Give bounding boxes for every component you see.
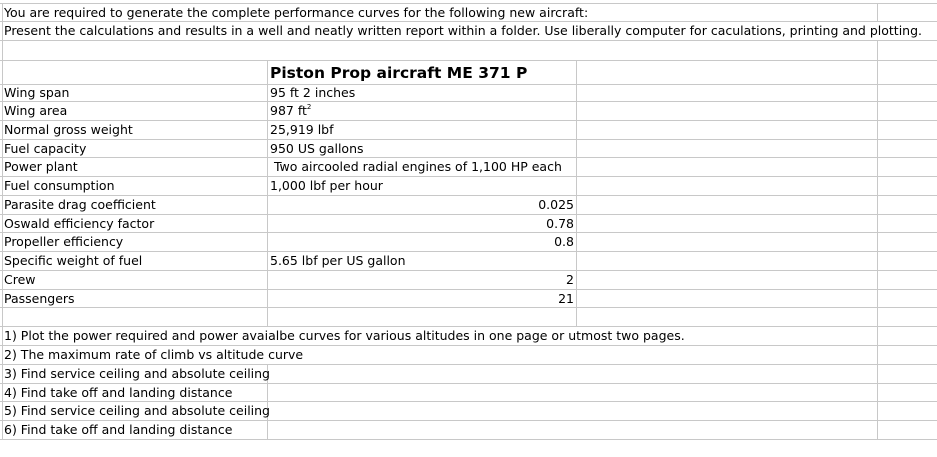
spec-value-wing-area-exponent: 2: [306, 103, 312, 111]
task-item-5: 5) Find service ceiling and absolute ceiling: [4, 403, 270, 418]
intro-line-2: Present the calculations and results in a well and neatly written report within a folder. Use liberally computer for caculations, printing and plotting.: [4, 23, 923, 38]
spec-label-propeller-efficiency: Propeller efficiency: [4, 234, 124, 249]
grid-column-line: [576, 60, 577, 326]
spec-label-oswald-efficiency: Oswald efficiency factor: [4, 216, 155, 231]
spec-value-wing-span: 95 ft 2 inches: [270, 85, 356, 100]
spec-number-propeller-efficiency: 0.8: [554, 234, 574, 249]
grid-column-line: [877, 40, 878, 439]
task-item-6: 6) Find take off and landing distance: [4, 422, 233, 437]
grid-line: [0, 439, 937, 440]
grid-line: [0, 120, 937, 121]
grid-line: [0, 84, 937, 85]
spec-label-wing-area: Wing area: [4, 103, 68, 118]
spec-label-parasite-drag: Parasite drag coefficient: [4, 197, 156, 212]
spec-number-crew: 2: [566, 272, 574, 287]
grid-line: [0, 139, 937, 140]
spec-value-specific-weight-fuel: 5.65 lbf per US gallon: [270, 253, 406, 268]
task-item-3: 3) Find service ceiling and absolute ceiling: [4, 366, 270, 381]
grid-column-line: [877, 3, 878, 21]
spec-value-power-plant: Two aircooled radial engines of 1,100 HP each: [270, 159, 562, 174]
spec-label-fuel-capacity: Fuel capacity: [4, 141, 87, 156]
spec-number-passengers: 21: [558, 291, 574, 306]
task-item-4: 4) Find take off and landing distance: [4, 385, 233, 400]
task-item-1: 1) Plot the power required and power avaialbe curves for various altitudes in one page or utmost two pages.: [4, 328, 685, 343]
spec-label-specific-weight-fuel: Specific weight of fuel: [4, 253, 143, 268]
grid-column-line: [2, 3, 3, 439]
spec-label-power-plant: Power plant: [4, 159, 78, 174]
spec-value-fuel-consumption: 1,000 lbf per hour: [270, 178, 383, 193]
spec-label-wing-span: Wing span: [4, 85, 70, 100]
spec-value-wing-area-text: 987 ft: [270, 103, 307, 118]
grid-line: [0, 101, 937, 102]
spec-label-normal-gross-weight: Normal gross weight: [4, 122, 133, 137]
spec-number-oswald-efficiency: 0.78: [546, 216, 574, 231]
grid-line: [0, 176, 937, 177]
spec-value-normal-gross-weight: 25,919 lbf: [270, 122, 334, 137]
spec-label-fuel-consumption: Fuel consumption: [4, 178, 115, 193]
spec-number-parasite-drag: 0.025: [538, 197, 574, 212]
task-item-2: 2) The maximum rate of climb vs altitude curve: [4, 347, 304, 362]
spec-value-fuel-capacity: 950 US gallons: [270, 141, 364, 156]
spec-label-crew: Crew: [4, 272, 36, 287]
grid-line: [0, 40, 937, 41]
aircraft-title: Piston Prop aircraft ME 371 P: [270, 64, 528, 82]
grid-line: [0, 60, 937, 61]
grid-column-line: [267, 60, 268, 326]
intro-line-1: You are required to generate the complete performance curves for the following new aircraft:: [4, 5, 589, 20]
spec-label-passengers: Passengers: [4, 291, 75, 306]
spec-value-wing-area: [270, 102, 311, 120]
